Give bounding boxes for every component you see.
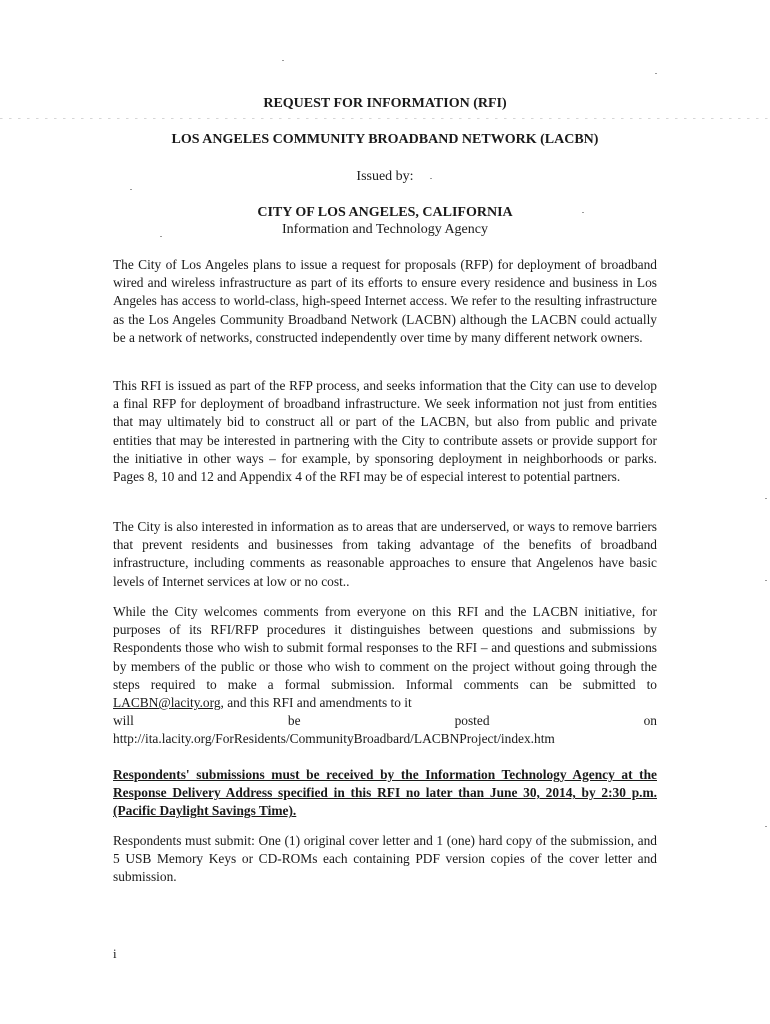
paragraph-purpose: This RFI is issued as part of the RFP process, and seeks information that the City can use to develop a final RFP for deployment of broadband infrastructure. We seek information not just from entities that may ultimately bid to construct all or part of the LACBN, but also from public and private entities that may be interested in partnering with the City to contribute assets or provide support for the initiative in other ways – for example, by sponsoring deployment in neighborhoods or parks. Pages 8, 10 and 12 and Appendix 4 of the RFI may be of especial interest to potential partners. bbox=[113, 378, 657, 485]
submission-deadline: Respondents' submissions must be received by the Information Technology Agency at the Response Delivery Address specified in this RFI no later than June 30, 2014, by 2:30 p.m. (Pacific Daylight Savings Time). bbox=[113, 767, 657, 819]
scan-artifact bbox=[130, 189, 132, 190]
document-title: REQUEST FOR INFORMATION (RFI) bbox=[263, 96, 507, 111]
word-on: on bbox=[643, 713, 657, 729]
project-url[interactable]: http://ita.lacity.org/ForResidents/CommunityBroadbard/LACBNProject/index.htm bbox=[113, 731, 555, 747]
comments-text: While the City welcomes comments from everyone on this RFI and the LACBN initiative, for purposes of its RFI/RFP procedures it distinguishes between questions and submissions by Respondents those who wish to submit formal responses to the RFI – and questions and submissions by members of the public or those who wish to comment on the project without going through the steps required to make a formal submission. Informal comments can be submitted to bbox=[113, 604, 657, 692]
scan-artifact bbox=[765, 826, 767, 827]
scan-artifact bbox=[655, 73, 657, 74]
word-posted: posted bbox=[454, 713, 490, 729]
paragraph-submission-requirements: Respondents must submit: One (1) original cover letter and 1 (one) hard copy of the submission, and 5 USB Memory Keys or CD-ROMs each containing PDF version copies of the cover letter and submission. bbox=[113, 833, 657, 885]
scan-artifact bbox=[765, 498, 767, 499]
word-be: be bbox=[287, 713, 301, 729]
comments-text-after-email: , and this RFI and amendments to it bbox=[220, 695, 412, 711]
agency-name: Information and Technology Agency bbox=[282, 222, 488, 237]
scan-artifact bbox=[765, 580, 767, 581]
issuer-name: CITY OF LOS ANGELES, CALIFORNIA bbox=[257, 205, 513, 220]
scan-artifact bbox=[282, 60, 284, 61]
issued-by-label: Issued by: bbox=[356, 169, 414, 184]
paragraph-comments bbox=[113, 603, 657, 749]
email-link[interactable]: LACBN@lacity.org bbox=[113, 695, 221, 711]
word-will: will bbox=[113, 713, 134, 729]
spaced-line bbox=[113, 712, 657, 730]
paragraph-underserved: The City is also interested in information as to areas that are underserved, or ways to remove barriers that prevent residents and businesses from taking advantage of the benefits of broadband infrastructure, including comments as reasonable approaches to ensure that Angelenos have basic levels of Internet services at low or no cost.. bbox=[113, 519, 657, 589]
scan-artifact-line bbox=[0, 118, 770, 119]
document-subtitle: LOS ANGELES COMMUNITY BROADBAND NETWORK (LACBN) bbox=[171, 132, 599, 147]
paragraph-intro: The City of Los Angeles plans to issue a request for proposals (RFP) for deployment of broadband wired and wireless infrastructure as part of its efforts to ensure every residence and business in Los Angeles has access to world-class, high-speed Internet access. We refer to the resulting infrastructure as the Los Angeles Community Broadband Network (LACBN) although the LACBN could actually be a network of networks, constructed independently over time by many different network owners. bbox=[113, 257, 657, 345]
page-number: i bbox=[113, 946, 117, 961]
